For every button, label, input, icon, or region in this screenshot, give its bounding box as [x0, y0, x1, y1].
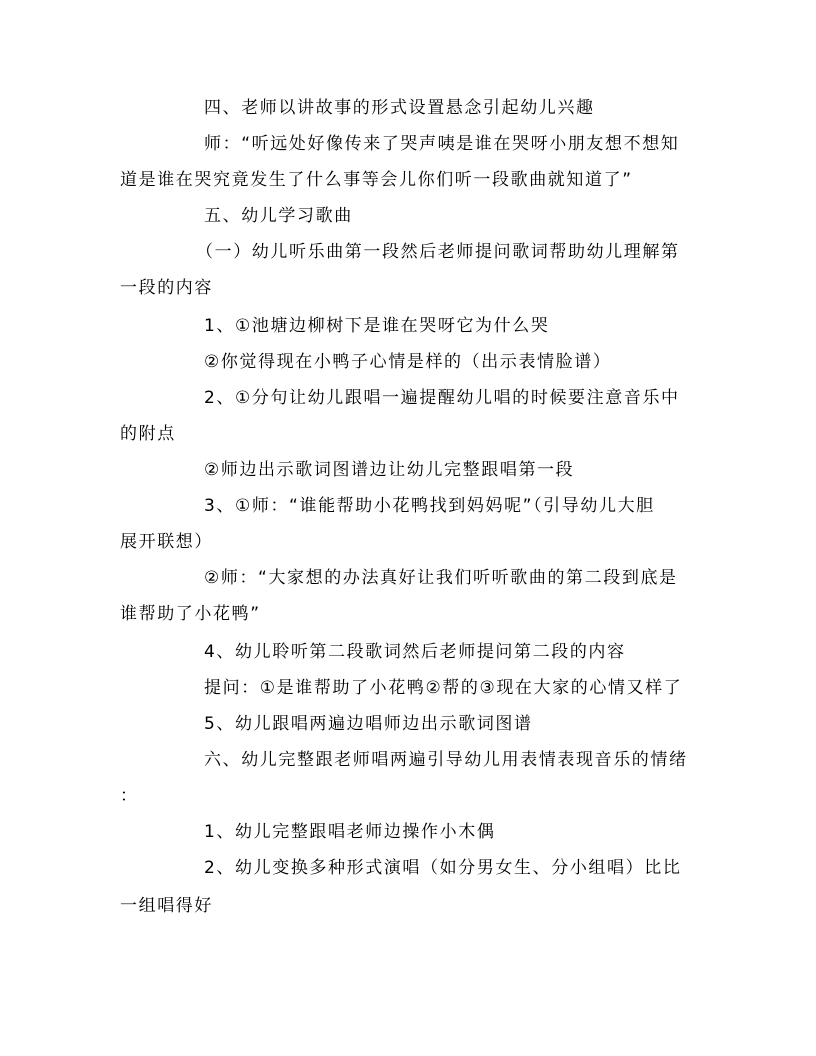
list-item: 2、幼儿变换多种形式演唱（如分男女生、分小组唱）比比: [204, 858, 682, 878]
list-item: ②师：“大家想的办法真好让我们听听歌曲的第二段到底是: [204, 568, 678, 588]
section-heading-4: 四、老师以讲故事的形式设置悬念引起幼儿兴趣: [204, 98, 595, 118]
list-item: 1、幼儿完整跟唱老师边操作小木偶: [204, 822, 496, 842]
paragraph-line: ：: [120, 786, 139, 806]
list-item: 5、幼儿跟唱两遍边唱师边出示歌词图谱: [204, 714, 533, 734]
list-item: 2、①分句让幼儿跟唱一遍提醒幼儿唱的时候要注意音乐中: [204, 388, 680, 408]
list-item: ②你觉得现在小鸭子心情是样的（出示表情脸谱）: [204, 352, 612, 372]
paragraph-line: 师：“听远处好像传来了哭声咦是谁在哭呀小朋友想不想知: [204, 134, 680, 154]
paragraph-line: 谁帮助了小花鸭”: [120, 604, 261, 624]
paragraph-line: 一段的内容: [120, 278, 213, 298]
paragraph-line: 展开联想）: [120, 532, 213, 552]
list-item: ②师边出示歌词图谱边让幼儿完整跟唱第一段: [204, 460, 575, 480]
list-item: 1、①池塘边柳树下是谁在哭呀它为什么哭: [204, 316, 550, 336]
section-heading-5: 五、幼儿学习歌曲: [204, 206, 353, 226]
list-item: 3、①师：“谁能帮助小花鸭找到妈妈呢”（引导幼儿大胆: [204, 496, 655, 516]
paragraph-line: （一）幼儿听乐曲第一段然后老师提问歌词帮助幼儿理解第: [196, 242, 680, 262]
section-heading-6: 六、幼儿完整跟老师唱两遍引导幼儿用表情表现音乐的情绪: [204, 750, 688, 770]
paragraph-line: 一组唱得好: [120, 896, 213, 916]
list-item: 提问：①是谁帮助了小花鸭②帮的③现在大家的心情又样了: [204, 678, 683, 698]
paragraph-line: 的附点: [120, 424, 176, 444]
paragraph-line: 道是谁在哭究竟发生了什么事等会儿你们听一段歌曲就知道了”: [120, 170, 633, 190]
list-item: 4、幼儿聆听第二段歌词然后老师提问第二段的内容: [204, 642, 626, 662]
